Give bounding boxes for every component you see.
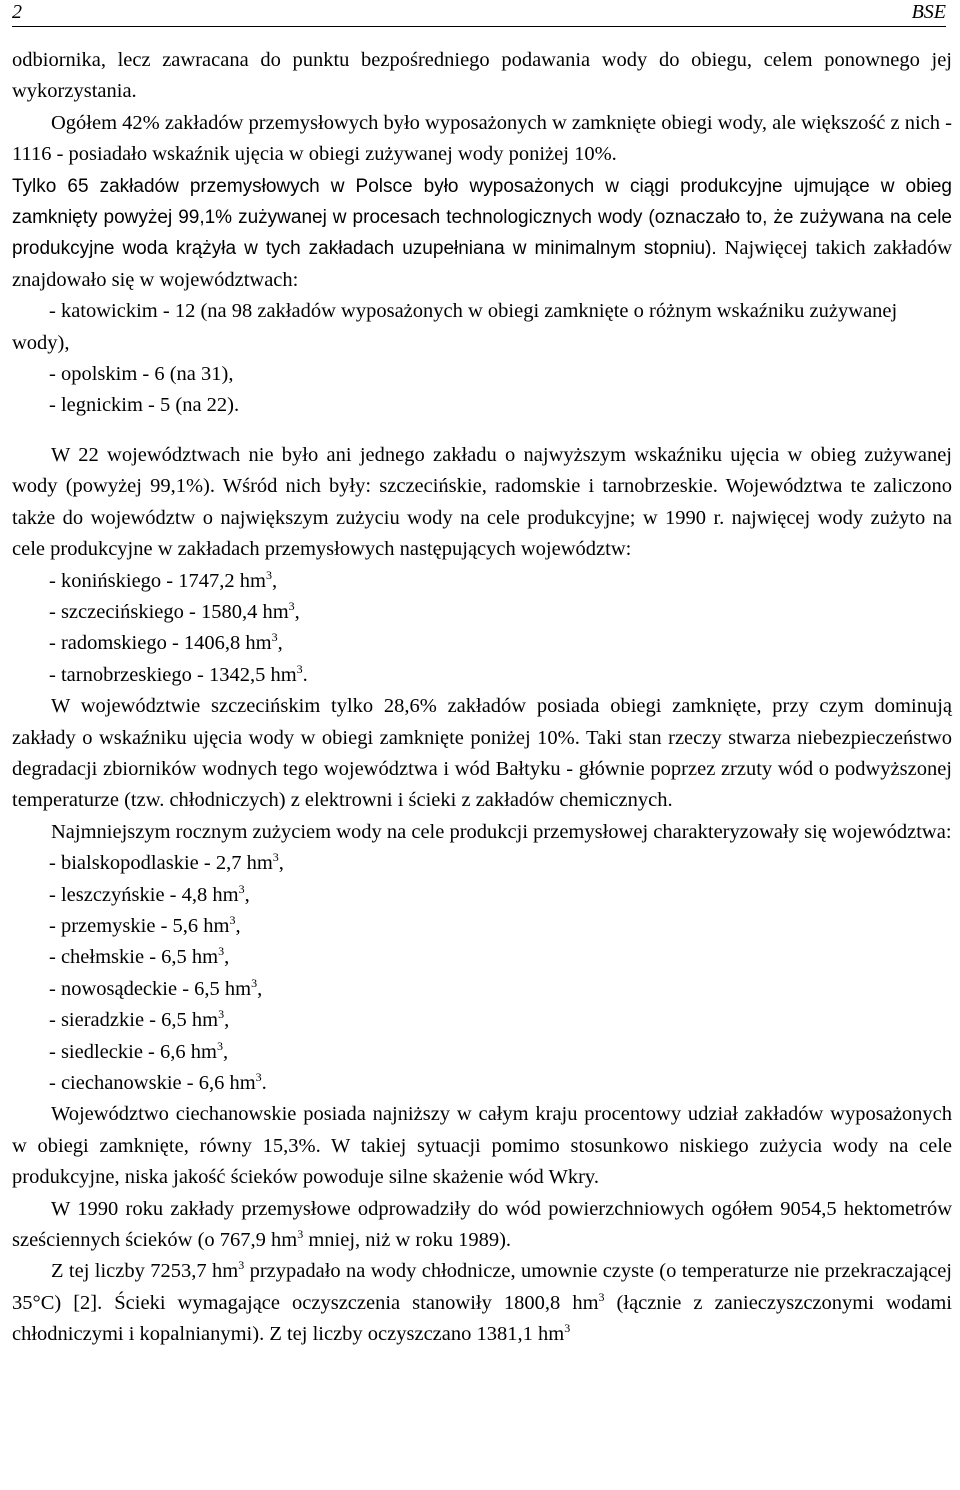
list-item-legnickie: - legnickim - 5 (na 22). (49, 394, 240, 417)
paragraph-1: odbiornika, lecz zawracana do punktu bezpośredniego podawania wody do obiegu, celem ponownego jej wykorzystania. (12, 49, 952, 103)
paragraph-5: W województwie szczecińskim tylko 28,6% zakładów posiada obiegi zamknięte, przy czym dominują zakłady o wskaźniku ujęcia wody w obiegi zamknięte poniżej 10%. Taki stan rzeczy stwarza niebezpieczeństwo degradacji zbiorników wodnych tego województwa i wód Bałtyku - głównie poprzez zrzuty wód o podwyższonej temperaturze (tzw. chłodniczych) z elektrowni i ścieki z zakładów chemicznych. (12, 695, 952, 812)
list-item: - siedleckie - 6,6 $hm^3$, (49, 1038, 229, 1063)
paragraph-3 (12, 171, 952, 297)
list-item-opolskie: - opolskim - 6 (na 31), (49, 363, 234, 386)
paragraph-3-serif-text: Najwięcej takich zakładów znajdowało się w województwach: (12, 237, 953, 291)
paragraph-3-sans-text: Tylko 65 zakładów przemysłowych w Polsce było wyposażonych w ciągi produkcyjne ujmujące w obieg zamknięty powyżej 99,1% zużywanej w procesach technologicznych wody (oznaczało to, że zużywana na cele produkcyjne woda krążyła w tych zakładach uzupełniana w minimalnym stopniu). (12, 175, 952, 260)
paragraph-4: W 22 województwach nie było ani jednego zakładu o najwyższym wskaźniku ujęcia w obieg zużywanej wody (powyżej 99,1%). Wśród nich były: szczecińskie, radomskie i tarnobrzeskie. Województwa te zaliczono także do województw o największym zużyciu wody na cele produkcyjne; w 1990 r. najwięcej wody zużyto na cele produkcyjne w zakładach przemysłowych następujących województw: (12, 443, 952, 561)
list-item: - konińskiego - 1747,2 $hm^3$, (49, 567, 278, 592)
running-header (12, 0, 946, 27)
list-item: - leszczyńskie - 4,8 $hm^3$, (49, 881, 250, 906)
paragraph-2: Ogółem 42% zakładów przemysłowych było wyposażonych w zamknięte obiegi wody, ale większość z nich - 1116 - posiadało wskaźnik ujęcia w obiegi zużywanej wody poniżej 10%. (12, 111, 952, 166)
spacer (12, 422, 952, 440)
list-item-katowickie: - katowickim - 12 (na 98 zakładów wyposażonych w obiegi zamknięte o różnym wskaźniku zużywanej wody), (12, 300, 898, 354)
list-item: - radomskiego - 1406,8 $hm^3$, (49, 630, 283, 655)
list-item: - szczecińskiego - 1580,4 $hm^3$, (49, 599, 300, 623)
list-item: - chełmskie - 6,5 $hm^3$, (49, 944, 230, 969)
paragraph-8: W 1990 roku zakłady przemysłowe odprowadziły do wód powierzchniowych ogółem 9054,5 hektometrów sześciennych ścieków (o 767,9 $hm^3$ mniej, niż w roku 1989). (12, 1197, 952, 1252)
list-item: - ciechanowskie - 6,6 $hm^3$. (49, 1070, 267, 1094)
document-body (12, 45, 952, 1351)
list-item: - tarnobrzeskiego - 1342,5 $hm^3$. (49, 661, 308, 686)
paragraph-9: Z tej liczby 7253,7 $hm^3$ przypadało na wody chłodnicze, umownie czyste (o temperaturze nie przekraczającej 35°C) [2]. Ścieki wymagające oczyszczenia stanowiły 1800,8 $hm^3$ (łącznie z zanieczyszczonymi wodami chłodniczymi i kopalnianymi). Z tej liczby oczyszczano 1381,1 $hm^3$ (12, 1258, 952, 1346)
list-item: - bialskopodlaskie - 2,7 $hm^3$, (49, 850, 284, 875)
list-item: - sieradzkie - 6,5 $hm^3$, (49, 1007, 230, 1032)
list-item: - przemyskie - 5,6 $hm^3$, (49, 913, 241, 937)
list-item: - nowosądeckie - 6,5 $hm^3$, (49, 975, 263, 1000)
page-number: 2 (12, 1, 22, 23)
running-title: BSE (911, 1, 946, 23)
paragraph-7: Województwo ciechanowskie posiada najniższy w całym kraju procentowy udział zakładów wyposażonych w obiegi zamknięte, równy 15,3%. W takiej sytuacji pomimo stosunkowo niskiego zużycia wody na cele produkcyjne, niska jakość ścieków powoduje silne skażenie wód Wkry. (12, 1103, 952, 1189)
paragraph-6: Najmniejszym rocznym zużyciem wody na cele produkcji przemysłowej charakteryzowały się województwa: (51, 820, 952, 843)
